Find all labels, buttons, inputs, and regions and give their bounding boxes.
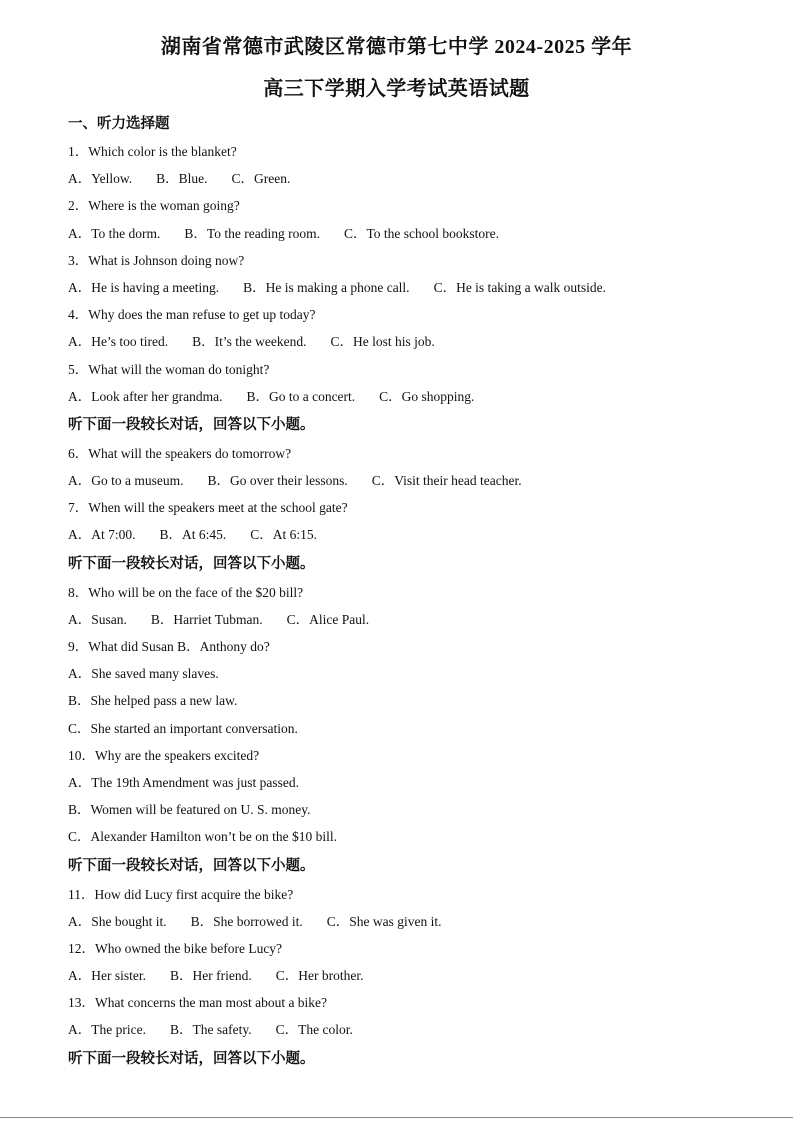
- option-b: B．The safety.: [169, 1022, 252, 1038]
- option-b: B．He is making a phone call.: [243, 279, 410, 295]
- question-text: 13．What concerns the man most about a bike?: [68, 995, 328, 1011]
- option-a: A．Yellow.: [68, 171, 133, 187]
- option-c: C．She was given it.: [326, 913, 442, 929]
- option-c: C．To the school bookstore.: [343, 225, 499, 241]
- option-b: B．It’s the weekend.: [192, 334, 307, 350]
- options-row: [68, 606, 748, 633]
- option-c: C．Her brother.: [275, 968, 364, 984]
- option-b: B．Blue.: [156, 171, 208, 187]
- options-row: [68, 1016, 748, 1043]
- question-text: 9．What did Susan B．Anthony do?: [68, 639, 270, 654]
- options-row: [68, 165, 748, 192]
- option-c: C．Green.: [231, 171, 291, 187]
- option-a: A．Look after her grandma.: [68, 388, 223, 404]
- question-text: 7．When will the speakers meet at the school gate?: [68, 500, 348, 516]
- option-a: A．Susan.: [68, 611, 127, 627]
- question-text: 10．Why are the speakers excited?: [68, 747, 260, 763]
- option-a: A．The price.: [68, 1022, 146, 1038]
- question-text: 8．Who will be on the face of the $20 bill?: [68, 584, 304, 600]
- dialogue-instruction: 听下面一段较长对话，回答以下小题。: [68, 857, 315, 874]
- options-row: [68, 220, 748, 247]
- page-bottom-rule: [0, 1117, 793, 1118]
- question-text: 6．What will the speakers do tomorrow?: [68, 445, 292, 461]
- option-a: A．To the dorm.: [68, 225, 161, 241]
- options-row: [68, 908, 748, 935]
- options-row: [68, 328, 748, 355]
- question-text: 4．Why does the man refuse to get up today?: [68, 307, 316, 323]
- option-c: C．Go shopping.: [379, 388, 475, 404]
- option-a: A．Her sister.: [68, 968, 146, 984]
- question-text: 2．Where is the woman going?: [68, 198, 240, 214]
- option-b: B．Her friend.: [170, 968, 252, 984]
- option-line: C．Alexander Hamilton won’t be on the $10 bill.: [68, 829, 337, 845]
- option-c: C．The color.: [275, 1022, 353, 1038]
- options-row: [68, 383, 748, 410]
- dialogue-instruction: 听下面一段较长对话，回答以下小题。: [68, 416, 315, 433]
- option-b: B．Go to a concert.: [246, 388, 356, 404]
- question-text: 12．Who owned the bike before Lucy?: [68, 940, 283, 956]
- option-a: A．He’s too tired.: [68, 334, 169, 350]
- section-heading: 一、听力选择题: [68, 116, 170, 132]
- question-text: 5．What will the woman do tonight?: [68, 361, 270, 377]
- option-b: B．To the reading room.: [184, 225, 320, 241]
- option-line: A．She saved many slaves.: [68, 666, 219, 682]
- options-row: [68, 521, 748, 548]
- option-a: A．At 7:00.: [68, 527, 136, 543]
- question-text: 1．Which color is the blanket?: [68, 144, 237, 159]
- option-c: C．He lost his job.: [330, 334, 435, 350]
- question-list: [68, 110, 748, 1074]
- dialogue-instruction: 听下面一段较长对话，回答以下小题。: [68, 1050, 315, 1067]
- page-title-line1: 湖南省常德市武陵区常德市第七中学 2024-2025 学年: [160, 36, 633, 58]
- question-text: 11．How did Lucy first acquire the bike?: [68, 886, 294, 902]
- options-row: [68, 274, 748, 301]
- option-b: B．She borrowed it.: [190, 913, 303, 929]
- option-b: B．Harriet Tubman.: [150, 611, 263, 627]
- option-line: B．Women will be featured on U. S. money.: [68, 802, 311, 818]
- option-b: B．At 6:45.: [159, 527, 227, 543]
- options-row: [68, 467, 748, 494]
- option-c: C．Visit their head teacher.: [371, 473, 522, 489]
- page-title-line2: 高三下学期入学考试英语试题: [263, 78, 530, 100]
- option-c: C．He is taking a walk outside.: [433, 279, 607, 295]
- option-line: C．She started an important conversation.: [68, 720, 298, 736]
- option-c: C．Alice Paul.: [286, 611, 370, 627]
- question-text: 3．What is Johnson doing now?: [68, 252, 245, 268]
- option-a: A．She bought it.: [68, 913, 167, 929]
- option-line: A．The 19th Amendment was just passed.: [68, 774, 299, 790]
- dialogue-instruction: 听下面一段较长对话，回答以下小题。: [68, 555, 315, 572]
- option-a: A．Go to a museum.: [68, 473, 184, 489]
- option-line: B．She helped pass a new law.: [68, 693, 238, 709]
- option-a: A．He is having a meeting.: [68, 279, 220, 295]
- option-c: C．At 6:15.: [250, 527, 318, 543]
- option-b: B．Go over their lessons.: [207, 473, 348, 489]
- options-row: [68, 962, 748, 989]
